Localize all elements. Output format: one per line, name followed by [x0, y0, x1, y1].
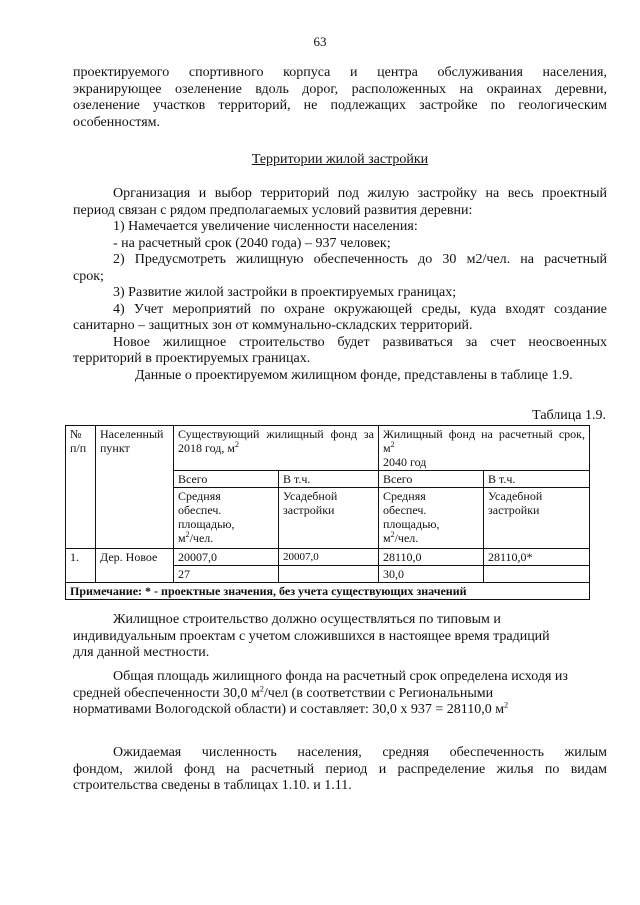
- list-item: 4) Учет мероприятий по охране окружающей среды, куда входят создание: [113, 301, 607, 317]
- empty-cell: [279, 566, 379, 583]
- text-line: фондом, жилой фонд на расчетный период и распределение жилья по видам: [73, 761, 607, 777]
- row-projected-estate: 28110,0*: [484, 549, 590, 566]
- paragraph-total-area: [73, 669, 607, 719]
- text-line: Жилищное строительство должно осуществляться по типовым и: [113, 612, 501, 627]
- text-line: Ожидаемая численность населения, средняя обеспеченность жилым: [113, 745, 607, 760]
- row-existing-estate: 20007,0: [279, 549, 379, 566]
- sub-estate: Усадебной застройки: [279, 488, 379, 549]
- text-line: Новое жилищное строительство будет развиваться за счет неосвоенных: [113, 334, 607, 350]
- table-header-row: [66, 426, 590, 471]
- text-line: Общая площадь жилищного фонда на расчетный срок определена исходя из: [113, 669, 568, 684]
- list-item: санитарно – защитных зон от коммунально-складских территорий.: [73, 318, 473, 333]
- text-line: для данной местности.: [73, 645, 210, 660]
- row-existing-avg: 27: [174, 566, 279, 583]
- row-existing-total: 20007,0: [174, 549, 279, 566]
- text-line: озеленение участков территорий, не подлежащих застройке по геологическим: [73, 98, 607, 113]
- text-line: период связан с рядом предполагаемых условий развития деревни:: [73, 202, 473, 218]
- sub-estate: Усадебной застройки: [484, 488, 590, 549]
- table-caption: Таблица 1.9.: [532, 408, 606, 423]
- text-line: Данные о проектируемом жилищном фонде, представлены в таблице 1.9.: [135, 367, 573, 383]
- sub-incl: В т.ч.: [279, 471, 379, 488]
- sub-avg: Средняя обеспеч. площадью, $м^2$/чел.: [174, 488, 279, 549]
- row-num: 1.: [66, 549, 96, 583]
- text-line: нормативами Вологодской области) и составляет: 30,0 х 937 = 28110,0 $м^2$: [73, 700, 509, 717]
- section-title: Территории жилой застройки: [251, 152, 429, 167]
- text-line: особенностям.: [73, 114, 160, 130]
- text-line: средней обеспеченности 30,0 $м^2$/чел (в соответствии с Региональными: [73, 683, 494, 701]
- header-projected: Жилищный фонд на расчетный срок, $м^2$ 2040 год: [379, 426, 590, 471]
- text-line: строительства сведены в таблицах 1.10. и 1.11.: [73, 778, 352, 793]
- paragraph-summary: [73, 745, 607, 795]
- table-note-row: [66, 583, 590, 600]
- housing-table: [65, 425, 590, 600]
- text-line: проектируемого спортивного корпуса и центра обслуживания населения,: [73, 65, 607, 80]
- sub-incl: В т.ч.: [484, 471, 590, 488]
- row-place: Дер. Новое: [96, 549, 174, 583]
- header-place: Населенный пункт: [96, 426, 174, 549]
- text-line: индивидуальным проектам с учетом сложившихся в настоящее время традиций: [73, 628, 550, 644]
- sub-total: Всего: [174, 471, 279, 488]
- header-existing: Существующий жилищный фонд за 2018 год, $м^2$: [174, 426, 379, 471]
- text-line: экранирующее озеленение вдоль дорог, расположенных на окраинах деревни,: [73, 81, 607, 97]
- row-projected-total: 28110,0: [379, 549, 484, 566]
- intro-paragraph: [73, 65, 607, 131]
- paragraph-conditions: [73, 186, 607, 384]
- table-note: Примечание: * - проектные значения, без учета существующих значений: [66, 583, 590, 600]
- list-item: 3) Развитие жилой застройки в проектируемых границах;: [113, 285, 457, 300]
- text-line: территорий в проектируемых границах.: [73, 351, 311, 366]
- page-number: 63: [313, 34, 327, 49]
- list-item: - на расчетный срок (2040 года) – 937 человек;: [113, 235, 391, 251]
- empty-cell: [484, 566, 590, 583]
- header-num: № п/п: [66, 426, 96, 549]
- paragraph-construction: [73, 612, 607, 662]
- list-item: 1) Намечается увеличение численности населения:: [113, 219, 418, 234]
- table-row: [66, 549, 590, 566]
- row-projected-avg: 30,0: [379, 566, 484, 583]
- list-item: срок;: [73, 268, 104, 284]
- text-line: Организация и выбор территорий под жилую застройку на весь проектный: [113, 186, 607, 201]
- sub-avg: Средняя обеспеч. площадью, $м^2$/чел.: [379, 488, 484, 549]
- list-item: 2) Предусмотреть жилищную обеспеченность до 30 м2/чел. на расчетный: [113, 252, 607, 267]
- sub-total: Всего: [379, 471, 484, 488]
